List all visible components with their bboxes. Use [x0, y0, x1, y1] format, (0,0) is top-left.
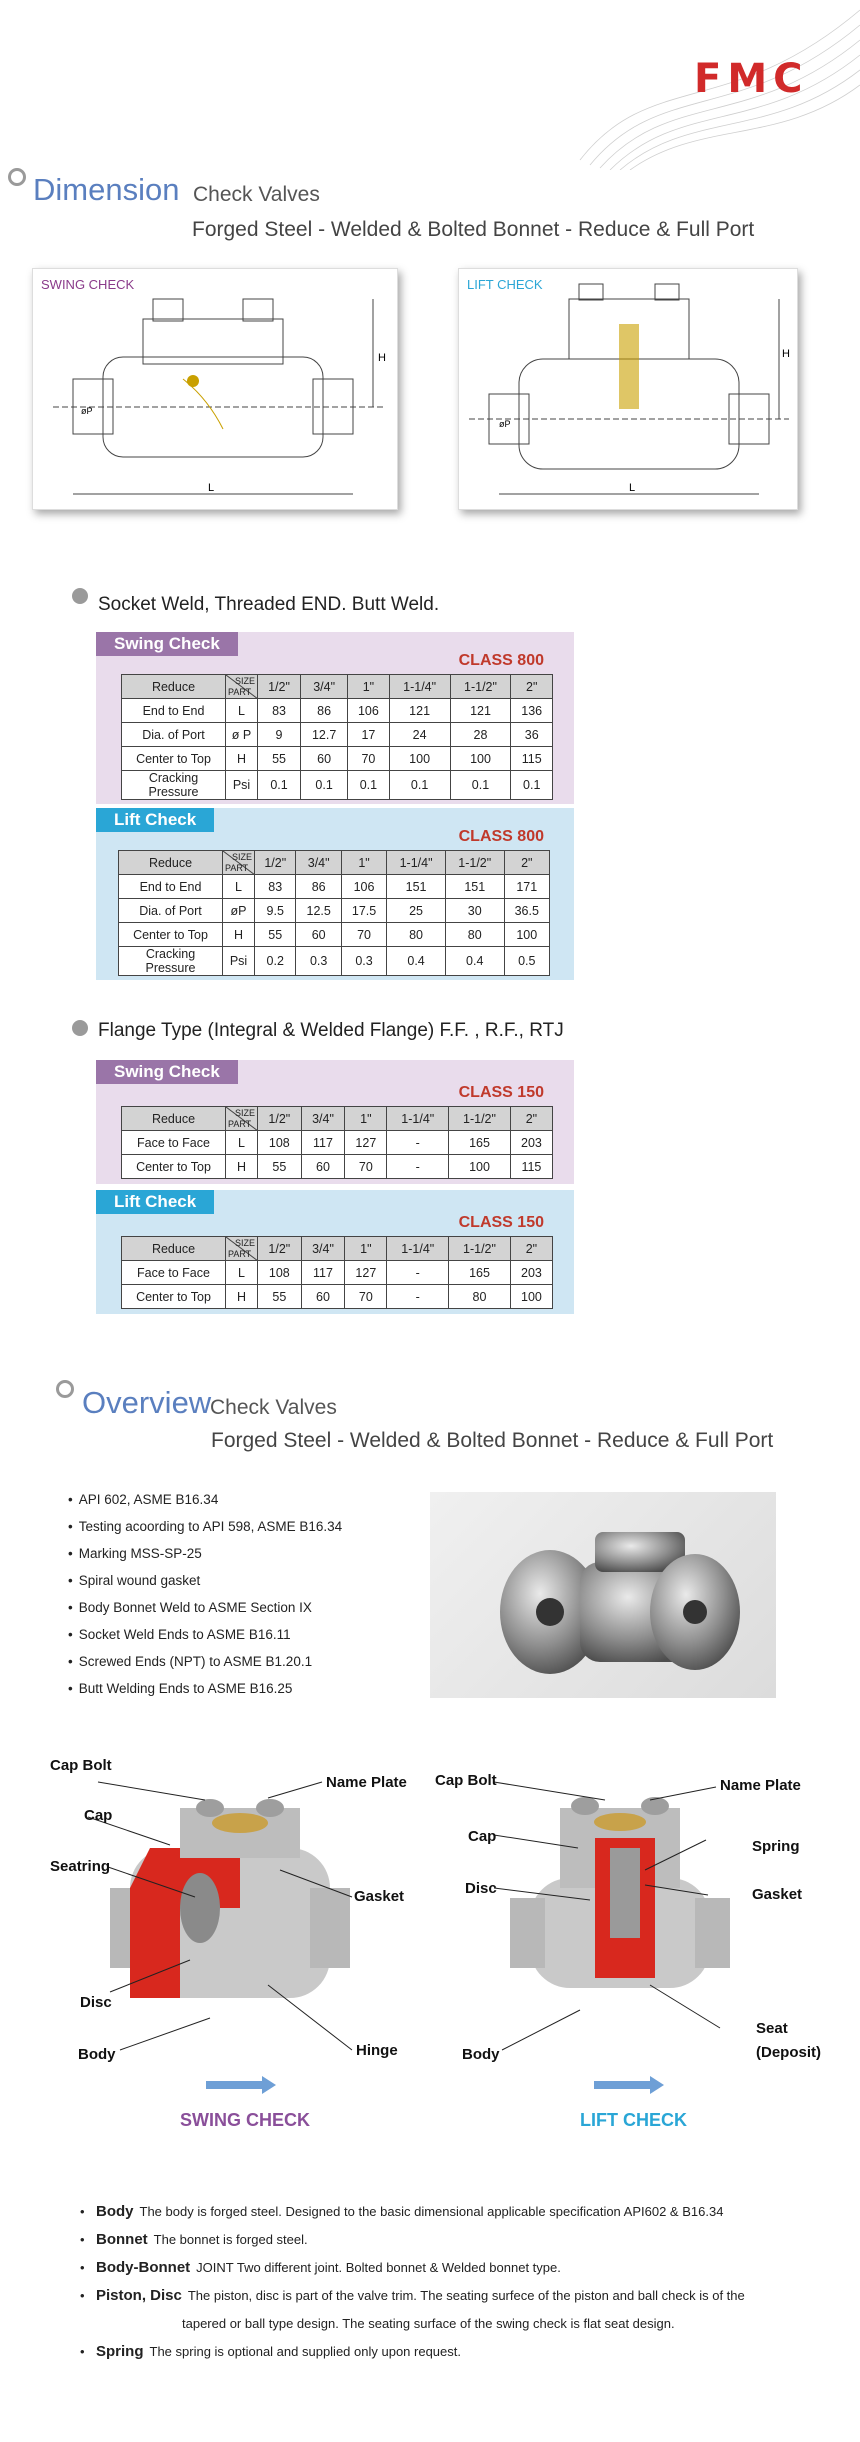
table-row: [122, 747, 553, 771]
size-header-cell: 3/4": [301, 1107, 345, 1131]
value-cell: 151: [445, 875, 504, 899]
overview-ring-icon: [56, 1380, 74, 1398]
part-cell: L: [226, 1261, 258, 1285]
value-cell: 70: [345, 1285, 387, 1309]
value-cell: 70: [341, 923, 386, 947]
table-header-row: [122, 1237, 553, 1261]
value-cell: 136: [511, 699, 553, 723]
feature-item: • Butt Welding Ends to ASME B16.25: [68, 1675, 342, 1702]
svg-text:L: L: [629, 482, 636, 494]
size-header-cell: 1-1/2": [449, 1237, 511, 1261]
lift-arrow-icon: [594, 2076, 664, 2094]
feature-item: • Testing acoording to API 598, ASME B16.34: [68, 1513, 342, 1540]
value-cell: 0.4: [445, 947, 504, 976]
socket-bullet-icon: [72, 588, 88, 604]
part-cell: H: [223, 923, 255, 947]
value-cell: 127: [345, 1261, 387, 1285]
size-header-cell: 1/2": [258, 1107, 302, 1131]
value-cell: 100: [510, 1285, 552, 1309]
value-cell: 70: [345, 1155, 387, 1179]
table-header-row: [122, 1107, 553, 1131]
value-cell: 9: [258, 723, 301, 747]
socket-lift-class: CLASS 800: [458, 828, 544, 845]
table-row: [122, 771, 553, 800]
value-cell: 0.3: [341, 947, 386, 976]
feature-item: • Marking MSS-SP-25: [68, 1540, 342, 1567]
row-label-cell: Dia. of Port: [122, 723, 226, 747]
size-header-cell: 1-1/2": [445, 851, 504, 875]
flange-swing-table: [121, 1106, 553, 1179]
value-cell: 0.4: [387, 947, 446, 976]
logo-text: FMC: [694, 56, 809, 102]
size-header-cell: 3/4": [301, 1237, 345, 1261]
flange-swing-class: CLASS 150: [458, 1084, 544, 1101]
row-label-cell: Center to Top: [122, 747, 226, 771]
fmc-logo: [694, 56, 844, 102]
swing-gasket-label: Gasket: [354, 1888, 405, 1905]
value-cell: 55: [258, 1155, 302, 1179]
table-row: [122, 699, 553, 723]
value-cell: 80: [449, 1285, 511, 1309]
size-header-cell: 1-1/2": [450, 675, 511, 699]
feature-item: • API 602, ASME B16.34: [68, 1486, 342, 1513]
swing-check-drawing: [33, 269, 399, 511]
lift-cap-label: Cap: [468, 1828, 497, 1845]
overview-subtitle: Check Valves: [210, 1396, 337, 1419]
size-header-cell: 1/2": [255, 851, 296, 875]
value-cell: 17: [348, 723, 390, 747]
feature-item: • Spiral wound gasket: [68, 1567, 342, 1594]
row-label-cell: Center to Top: [122, 1285, 226, 1309]
value-cell: 100: [450, 747, 511, 771]
dimension-ring-icon: [8, 168, 26, 186]
value-cell: 127: [345, 1131, 387, 1155]
desc-spring: [80, 2338, 800, 2366]
value-cell: 0.2: [255, 947, 296, 976]
value-cell: 100: [449, 1155, 511, 1179]
svg-text:øP: øP: [499, 419, 511, 429]
part-cell: ø P: [226, 723, 258, 747]
socket-swing-class: CLASS 800: [458, 652, 544, 669]
flange-lift-class: CLASS 150: [458, 1214, 544, 1231]
header-cell: Reduce: [122, 1237, 226, 1261]
value-cell: 12.5: [296, 899, 341, 923]
table-header-row: [119, 851, 550, 875]
row-label-cell: Cracking Pressure: [119, 947, 223, 976]
value-cell: 0.1: [389, 771, 450, 800]
socket-lift-table: [118, 850, 550, 976]
size-header-cell: 1": [345, 1237, 387, 1261]
table-row: [122, 1131, 553, 1155]
flange-lift-table: [121, 1236, 553, 1309]
value-cell: 28: [450, 723, 511, 747]
desc-piston-disc: [80, 2282, 800, 2310]
part-cell: L: [226, 1131, 258, 1155]
svg-text:H: H: [378, 352, 386, 364]
table-row: [122, 723, 553, 747]
lift-check-drawing: [459, 269, 799, 511]
overview-title: Overview: [82, 1385, 212, 1420]
swing-seatring-label: Seatring: [50, 1858, 111, 1875]
socket-heading: Socket Weld, Threaded END. Butt Weld.: [98, 594, 440, 615]
value-cell: 86: [296, 875, 341, 899]
swing-check-diagram-label: SWING CHECK: [41, 277, 135, 292]
size-header-cell: 1": [341, 851, 386, 875]
value-cell: 55: [255, 923, 296, 947]
value-cell: 117: [301, 1131, 345, 1155]
value-cell: 100: [504, 923, 549, 947]
desc-text: The bonnet is forged steel.: [153, 2232, 308, 2247]
table-row: [119, 947, 550, 976]
flange-lift-tab: Lift Check: [96, 1190, 214, 1214]
size-header-cell: 1/2": [258, 675, 301, 699]
swing-arrow-icon: [206, 2076, 276, 2094]
size-label: SIZE: [234, 1108, 255, 1118]
size-label: SIZE: [234, 676, 255, 686]
value-cell: 100: [389, 747, 450, 771]
value-cell: -: [387, 1131, 449, 1155]
desc-text: The body is forged steel. Designed to the basic dimensional applicable specification API602 & B16.34: [139, 2204, 724, 2219]
value-cell: 0.1: [348, 771, 390, 800]
socket-swing-table: [121, 674, 553, 800]
desc-term: Bonnet: [96, 2231, 148, 2248]
table-row: [119, 923, 550, 947]
dimension-title: Dimension: [33, 172, 180, 207]
desc-text: The piston, disc is part of the valve trim. The seating surfece of the piston and ball check is of the: [187, 2288, 745, 2303]
size-header-cell: 1": [348, 675, 390, 699]
table-row: [119, 875, 550, 899]
dimension-subtitle: Check Valves: [193, 183, 320, 206]
swing-check-title: SWING CHECK: [180, 2110, 310, 2130]
component-descriptions: [80, 2198, 800, 2366]
size-header-cell: 1-1/4": [387, 851, 446, 875]
lift-body-label: Body: [462, 2046, 500, 2063]
value-cell: 36.5: [504, 899, 549, 923]
value-cell: 0.5: [504, 947, 549, 976]
part-label: PART: [228, 1249, 252, 1259]
value-cell: 60: [301, 1285, 345, 1309]
value-cell: 25: [387, 899, 446, 923]
value-cell: 0.1: [301, 771, 348, 800]
lift-spring-label: Spring: [752, 1838, 800, 1855]
value-cell: 151: [387, 875, 446, 899]
size-header-cell: 1-1/4": [387, 1107, 449, 1131]
row-label-cell: Dia. of Port: [119, 899, 223, 923]
value-cell: -: [387, 1285, 449, 1309]
size-part-header-cell: [226, 675, 258, 699]
value-cell: 121: [450, 699, 511, 723]
flange-swing-tab: Swing Check: [96, 1060, 238, 1084]
header-cell: Reduce: [122, 1107, 226, 1131]
row-label-cell: End to End: [119, 875, 223, 899]
value-cell: 36: [511, 723, 553, 747]
size-header-cell: 2": [510, 1237, 552, 1261]
swing-hinge-label: Hinge: [356, 2042, 398, 2059]
desc-piston-disc-cont: tapered or ball type design. The seating surface of the swing check is flat seat design.: [182, 2316, 675, 2331]
part-label: PART: [228, 687, 252, 697]
value-cell: 83: [258, 699, 301, 723]
swing-check-diagram: [32, 268, 398, 510]
flange-heading: Flange Type (Integral & Welded Flange) F.F. , R.F., RTJ: [98, 1020, 564, 1041]
table-row: [122, 1285, 553, 1309]
value-cell: 83: [255, 875, 296, 899]
size-header-cell: 2": [511, 675, 553, 699]
row-label-cell: Face to Face: [122, 1261, 226, 1285]
desc-term: Spring: [96, 2343, 144, 2360]
desc-term: Body: [96, 2203, 134, 2220]
value-cell: 106: [341, 875, 386, 899]
row-label-cell: Center to Top: [122, 1155, 226, 1179]
row-label-cell: Center to Top: [119, 923, 223, 947]
size-header-cell: 2": [510, 1107, 552, 1131]
desc-body-bonnet: [80, 2254, 800, 2282]
value-cell: 80: [445, 923, 504, 947]
value-cell: 70: [348, 747, 390, 771]
part-cell: Psi: [226, 771, 258, 800]
part-cell: L: [226, 699, 258, 723]
value-cell: 106: [348, 699, 390, 723]
value-cell: 80: [387, 923, 446, 947]
lift-disc-label: Disc: [465, 1880, 497, 1897]
value-cell: 60: [301, 1155, 345, 1179]
value-cell: -: [387, 1155, 449, 1179]
size-part-header-cell: [223, 851, 255, 875]
value-cell: 121: [389, 699, 450, 723]
desc-bonnet: [80, 2226, 800, 2254]
value-cell: 0.1: [258, 771, 301, 800]
size-header-cell: 2": [504, 851, 549, 875]
value-cell: 9.5: [255, 899, 296, 923]
value-cell: 30: [445, 899, 504, 923]
part-label: PART: [228, 1119, 252, 1129]
swing-body-label: Body: [78, 2046, 116, 2063]
size-part-header-cell: [226, 1237, 258, 1261]
value-cell: 115: [510, 1155, 552, 1179]
value-cell: -: [387, 1261, 449, 1285]
size-label: SIZE: [234, 1238, 255, 1248]
lift-check-diagram-label: LIFT CHECK: [467, 277, 543, 292]
header-cell: Reduce: [119, 851, 223, 875]
desc-term: Body-Bonnet: [96, 2259, 191, 2276]
desc-body: [80, 2198, 800, 2226]
part-cell: øP: [223, 899, 255, 923]
lift-check-diagram: [458, 268, 798, 510]
flange-bullet-icon: [72, 1020, 88, 1036]
size-part-header-cell: [226, 1107, 258, 1131]
value-cell: 55: [258, 747, 301, 771]
table-row: [122, 1261, 553, 1285]
lift-gasket-label: Gasket: [752, 1886, 803, 1903]
value-cell: 165: [449, 1131, 511, 1155]
desc-text: The spring is optional and supplied only upon request.: [149, 2344, 461, 2359]
size-header-cell: 1-1/4": [389, 675, 450, 699]
swing-name-plate-label: Name Plate: [326, 1774, 407, 1791]
lift-name-plate-label: Name Plate: [720, 1777, 801, 1794]
feature-item: • Screwed Ends (NPT) to ASME B1.20.1: [68, 1648, 342, 1675]
value-cell: 86: [301, 699, 348, 723]
size-header-cell: 1": [345, 1107, 387, 1131]
lift-seat-label: Seat: [756, 2020, 788, 2037]
value-cell: 203: [510, 1131, 552, 1155]
valve-photo: [430, 1492, 776, 1698]
value-cell: 171: [504, 875, 549, 899]
row-label-cell: Face to Face: [122, 1131, 226, 1155]
feature-item: • Socket Weld Ends to ASME B16.11: [68, 1621, 342, 1648]
size-header-cell: 3/4": [296, 851, 341, 875]
value-cell: 12.7: [301, 723, 348, 747]
part-label: PART: [225, 863, 249, 873]
size-header-cell: 3/4": [301, 675, 348, 699]
value-cell: 108: [258, 1131, 302, 1155]
value-cell: 165: [449, 1261, 511, 1285]
svg-text:H: H: [782, 348, 790, 360]
value-cell: 0.3: [296, 947, 341, 976]
part-cell: H: [226, 1155, 258, 1179]
part-cell: L: [223, 875, 255, 899]
value-cell: 60: [296, 923, 341, 947]
size-header-cell: 1-1/2": [449, 1107, 511, 1131]
size-header-cell: 1-1/4": [387, 1237, 449, 1261]
feature-item: • Body Bonnet Weld to ASME Section IX: [68, 1594, 342, 1621]
row-label-cell: Cracking Pressure: [122, 771, 226, 800]
value-cell: 55: [258, 1285, 302, 1309]
size-header-cell: 1/2": [258, 1237, 302, 1261]
lift-check-title: LIFT CHECK: [580, 2110, 687, 2130]
lift-leader-lines: [430, 1760, 860, 2060]
row-label-cell: End to End: [122, 699, 226, 723]
value-cell: 0.1: [450, 771, 511, 800]
value-cell: 108: [258, 1261, 302, 1285]
value-cell: 0.1: [511, 771, 553, 800]
value-cell: 115: [511, 747, 553, 771]
svg-text:L: L: [208, 482, 215, 494]
value-cell: 17.5: [341, 899, 386, 923]
desc-text: JOINT Two different joint. Bolted bonnet & Welded bonnet type.: [196, 2260, 561, 2275]
part-cell: Psi: [223, 947, 255, 976]
lift-cap-bolt-label: Cap Bolt: [435, 1772, 497, 1789]
socket-swing-tab: Swing Check: [96, 632, 238, 656]
table-row: [119, 899, 550, 923]
svg-text:øP: øP: [81, 406, 93, 416]
valve-photo-drawing: [430, 1492, 776, 1698]
socket-lift-tab: Lift Check: [96, 808, 214, 832]
part-cell: H: [226, 747, 258, 771]
table-header-row: [122, 675, 553, 699]
table-row: [122, 1155, 553, 1179]
features-list: [68, 1486, 342, 1702]
overview-line2: Forged Steel - Welded & Bolted Bonnet - Reduce & Full Port: [211, 1429, 774, 1452]
value-cell: 60: [301, 747, 348, 771]
swing-disc-label: Disc: [80, 1994, 112, 2011]
dimension-line2: Forged Steel - Welded & Bolted Bonnet - Reduce & Full Port: [192, 218, 755, 241]
lift-seat-deposit-label: (Deposit): [756, 2044, 821, 2061]
swing-cap-bolt-label: Cap Bolt: [50, 1757, 112, 1774]
desc-term: Piston, Disc: [96, 2287, 182, 2304]
value-cell: 24: [389, 723, 450, 747]
size-label: SIZE: [231, 852, 252, 862]
swing-cap-label: Cap: [84, 1807, 113, 1824]
swing-leader-lines: [0, 1760, 430, 2060]
value-cell: 117: [301, 1261, 345, 1285]
header-cell: Reduce: [122, 675, 226, 699]
part-cell: H: [226, 1285, 258, 1309]
value-cell: 203: [510, 1261, 552, 1285]
